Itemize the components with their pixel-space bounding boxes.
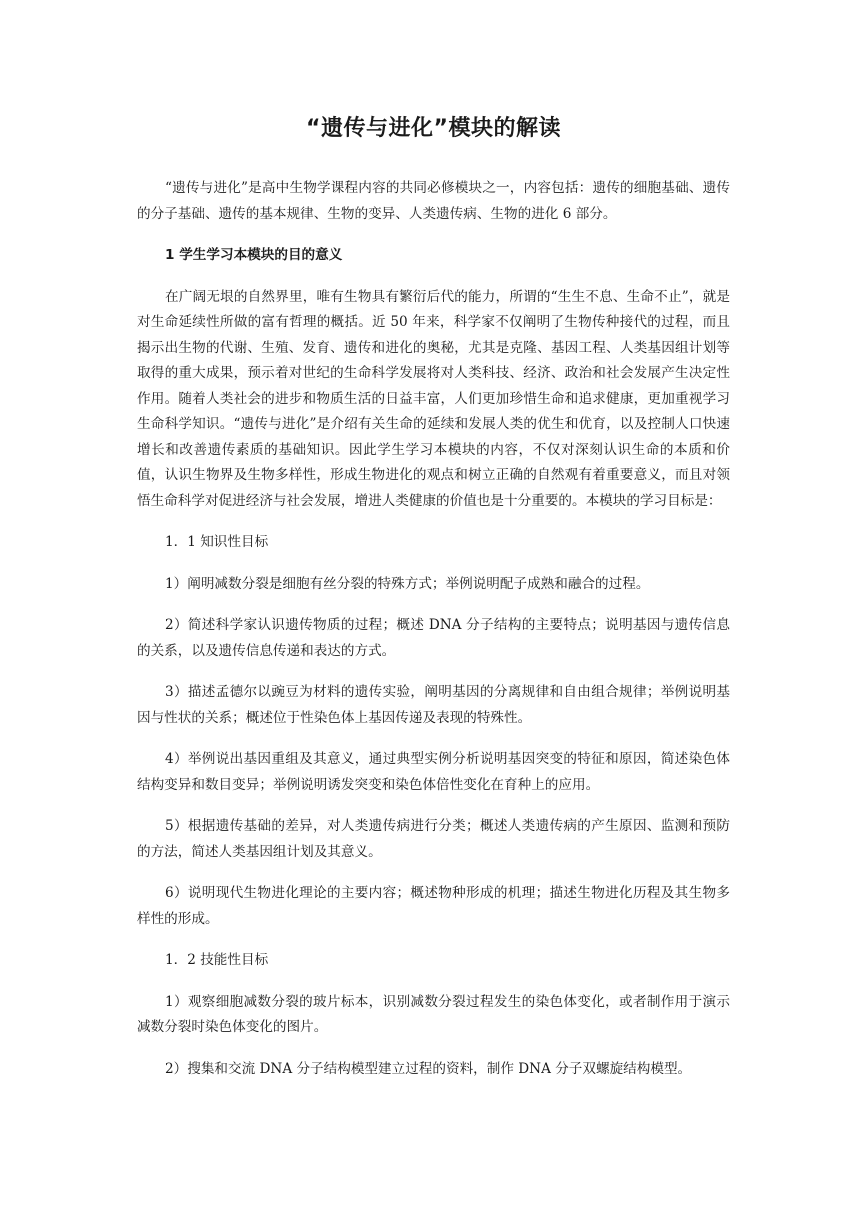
knowledge-item-3: 3）描述孟德尔以豌豆为材料的遗传实验，阐明基因的分离规律和自由组合规律；举例说明基因与性状的关系；概述位于性染色体上基因传递及表现的特殊性。	[137, 684, 730, 726]
knowledge-item-5: 5）根据遗传基础的差异，对人类遗传病进行分类；概述人类遗传病的产生原因、监测和预防的方法，简述人类基因组计划及其意义。	[137, 818, 730, 860]
intro-paragraph: “遗传与进化”是高中生物学课程内容的共同必修模块之一，内容包括：遗传的细胞基础、遗传的分子基础、遗传的基本规律、生物的变异、人类遗传病、生物的进化 6 部分。	[137, 180, 730, 222]
section-1-paragraph: 在广阔无垠的自然界里，唯有生物具有繁衍后代的能力，所谓的“生生不息、生命不止”，就是对生命延续性所做的富有哲理的概括。近 50 年来，科学家不仅阐明了生物传种接代的过程，而且揭示出生物的代谢、生殖、发育、遗传和进化的奥秘，尤其是克隆、基因工程、人类基因组计划等取得的重大成果，预示着对世纪的生命科学发展将对人类科技、经济、政治和社会发展产生决定性作用。随着人类社会的进步和物质生活的日益丰富，人们更加珍惜生命和追求健康，更加重视学习生命科学知识。“遗传与进化”是介绍有关生命的延续和发展人类的优生和优育，以及控制人口快速增长和改善遗传素质的基础知识。因此学生学习本模块的内容，不仅对深刻认识生命的本质和价值，认识生物界及生物多样性，形成生物进化的观点和树立正确的自然观有着重要意义，而且对领悟生命科学对促进经济与社会发展，增进人类健康的价值也是十分重要的。本模块的学习目标是：	[137, 288, 730, 509]
skill-item-2: 2）搜集和交流 DNA 分子结构模型建立过程的资料，制作 DNA 分子双螺旋结构模型。	[165, 1060, 692, 1077]
knowledge-item-2: 2）简述科学家认识遗传物质的过程；概述 DNA 分子结构的主要特点；说明基因与遗传信息的关系，以及遗传信息传递和表达的方式。	[137, 617, 730, 659]
subsection-1-1-heading: 1．1 知识性目标	[165, 534, 269, 550]
document-title: “遗传与进化”模块的解读	[306, 116, 561, 141]
section-1-heading: 1 学生学习本模块的目的意义	[165, 247, 343, 263]
document-page	[137, 112, 730, 1082]
skill-item-1: 1）观察细胞减数分裂的玻片标本，识别减数分裂过程发生的染色体变化，或者制作用于演示减数分裂时染色体变化的图片。	[137, 993, 730, 1035]
subsection-1-2-heading: 1．2 技能性目标	[165, 952, 269, 968]
knowledge-item-6: 6）说明现代生物进化理论的主要内容；概述物种形成的机理；描述生物进化历程及其生物多样性的形成。	[137, 885, 730, 927]
knowledge-item-4: 4）举例说出基因重组及其意义，通过典型实例分析说明基因突变的特征和原因，简述染色体结构变异和数目变异；举例说明诱发突变和染色体倍性变化在育种上的应用。	[137, 751, 730, 793]
knowledge-item-1: 1）阐明减数分裂是细胞有丝分裂的特殊方式；举例说明配子成熟和融合的过程。	[165, 575, 650, 592]
